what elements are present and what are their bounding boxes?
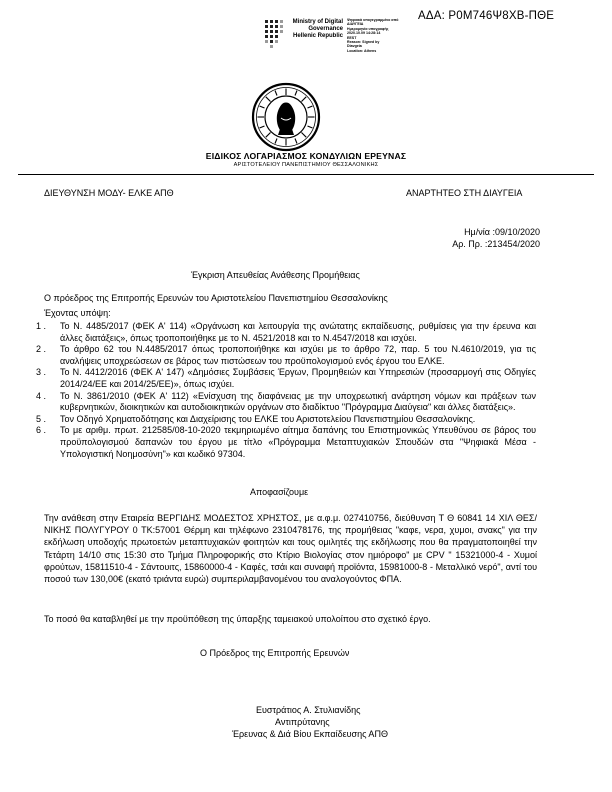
signature-details-line: Ψηφιακά υπογεγραμμένο από bbox=[347, 18, 399, 22]
legal-references-list bbox=[36, 321, 536, 460]
signature-details-line: Ημερομηνία υπογραφής bbox=[347, 26, 389, 31]
document-date: Ημ/νία :09/10/2020 bbox=[464, 227, 540, 237]
decision-paragraph: Την ανάθεση στην Εταιρεία ΒΕΡΓΙΔΗΣ ΜΟΔΕΣΤΟΣ ΧΡΗΣΤΟΣ, με α.φ.μ. 027410756, διεύθυνση Τ Θ 60841 14 ΧΙΛ ΘΕΣ/ΝΙΚΗΣ ΠΟΛΥΓΥΡΟΥ 0 ΤΚ:57001 Θέρμη και τηλέφωνο 2310478176, της προμήθειας "καφε, νερα, χυμοι, σνακς" για την εκδήλωση υποδοχής πρωτοετών μεταπτυχιακών φοιτητών και τους ομιλητές της εκδήλωσης που θα πραγματοποιηθεί την Τετάρτη 14/10 στις 15:30 στο Τμήμα Πληροφορικής στο Κτίριο Βιολογίας στον ημιόροφο" με CPV " 15321000-4 - Χυμοί φρούτων, 15811510-4 - Σάντουιτς, 15860000-4 - Καφές, τσάι και συναφή προϊόντα, 15981000-8 - Μεταλλικό νερό", αντί του ποσού των 130,00€ (εκατό τριάντα ευρώ) συμπεριλαμβανομένου του αναλογούντος ΦΠΑ. bbox=[44, 513, 537, 585]
list-item bbox=[36, 367, 536, 390]
list-item-number: 2 . bbox=[36, 344, 47, 355]
list-item-number: 3 . bbox=[36, 367, 47, 378]
list-item-number: 1 . bbox=[36, 321, 47, 331]
list-item bbox=[36, 391, 536, 414]
signature-details-line: Location: Athens bbox=[347, 48, 377, 53]
department-label: ΔΙΕΥΘΥΝΣΗ ΜΟΔΥ- ΕΛΚΕ ΑΠΘ bbox=[44, 188, 174, 198]
considering-label: Έχοντας υπόψη: bbox=[44, 308, 111, 318]
signature-details-line: 2020.10.09 14:28:14 bbox=[347, 31, 381, 36]
list-item-text: Το άρθρο 62 του Ν.4485/2017 όπως τροποποιήθηκε και ισχύει με το άρθρο 72, παρ. 5 του Ν.4610/2019, για τις αναλήψεις υποχρεώσεων σε βάρος των πιστώσεων του προϋπολογισμού ενός έργου του ΕΛΚΕ. bbox=[60, 344, 536, 366]
signatory-name: Ευστράτιος Α. Στυλιανίδης bbox=[256, 705, 361, 715]
signatory-department: Έρευνας & Διά Βίου Εκπαίδευσης ΑΠΘ bbox=[232, 729, 388, 739]
organisation-subtitle: ΑΡΙΣΤΟΤΕΛΕΙΟΥ ΠΑΝΕΠΙΣΤΗΜΙΟΥ ΘΕΣΣΑΛΟΝΙΚΗΣ bbox=[233, 162, 379, 168]
document-subject: Έγκριση Απευθείας Ανάθεσης Προμήθειας bbox=[191, 270, 360, 280]
ministry-caption-line: Ministry of Digital bbox=[292, 19, 343, 25]
posting-label: ΑΝΑΡΤΗΤΕΟ ΣΤΗ ΔΙΑΥΓΕΙΑ bbox=[406, 188, 523, 198]
signature-details-line: Diavgeia bbox=[347, 44, 362, 49]
ada-code: ΑΔΑ: Ρ0Μ746Ψ8ΧΒ-ΠΘΕ bbox=[418, 10, 555, 22]
decision-heading: Αποφασίζουμε bbox=[250, 487, 309, 497]
signature-details-line: ΔΙΑΥΓΕΙΑ bbox=[347, 22, 364, 27]
intro-line: Ο πρόεδρος της Επιτροπής Ερευνών του Αριστοτελείου Πανεπιστημίου Θεσσαλονίκης bbox=[44, 293, 388, 303]
list-item-number: 5 . bbox=[36, 413, 47, 424]
list-item-number: 6 . bbox=[36, 425, 47, 436]
payment-note: Το ποσό θα καταβληθεί με την προϋπόθεση της ύπαρξης ταμειακού υπολοίπου στο σχετικό έργο. bbox=[44, 614, 431, 624]
signature-details bbox=[347, 18, 409, 53]
list-item bbox=[36, 414, 536, 426]
ministry-caption-line: Hellenic Republic bbox=[292, 33, 343, 39]
protocol-number: Αρ. Πρ. :213454/2020 bbox=[452, 239, 540, 249]
header-divider bbox=[18, 174, 594, 175]
ministry-caption-line: Governance bbox=[308, 26, 343, 32]
organisation-name: ΕΙΔΙΚΟΣ ΛΟΓΑΡΙΑΣΜΟΣ ΚΟΝΔΥΛΙΩΝ ΕΡΕΥΝΑΣ bbox=[205, 151, 407, 161]
list-item-text: Το Ν. 3861/2010 (ΦΕΚ Α' 112) «Ενίσχυση της διαφάνειας με την υποχρεωτική ανάρτηση νόμων και πράξεων των κυβερνητικών, διοικητικών και αυτοδιοικητικών οργάνων στο διαδίκτυο "Πρόγραμμα Διαύγεια" και άλλες διατάξεις». bbox=[60, 390, 536, 413]
signatory-role: Ο Πρόεδρος της Επιτροπής Ερευνών bbox=[200, 648, 350, 658]
list-item-text: Το με αριθμ. πρωτ. 212585/08-10-2020 τεκμηριωμένο αίτημα δαπάνης του Επιστημονικώς Υπευθύνου σε βάρος του προϋπολογισμού δαπανών του έργου με τίτλο «Πρόγραμμα Μεταπτυχιακών Σπουδών στα "Ψηφιακά Μέσα - Υπολογιστική Νοημοσύνη"» και κωδικό 97304. bbox=[60, 425, 536, 459]
list-item-text: Τον Οδηγό Χρηματοδότησης και Διαχείρισης του ΕΛΚΕ του Αριστοτελείου Πανεπιστημίου Θεσσαλονίκης. bbox=[60, 413, 476, 424]
list-item bbox=[36, 321, 536, 344]
signatory-title: Αντιπρύτανης bbox=[275, 717, 330, 727]
list-item-text: Το Ν. 4485/2017 (ΦΕΚ Α' 114) «Οργάνωση και λειτουργία της ανώτατης εκπαίδευσης, ρυθμίσεις για την έρευνα και άλλες διατάξεις», όπως τροποποιήθηκε με το Ν. 4521/2018 και το Ν.4547/2018 και ισχύει. bbox=[60, 321, 536, 343]
list-item-number: 4 . bbox=[36, 390, 47, 401]
signature-details-line: EEST bbox=[347, 35, 357, 40]
ministry-caption bbox=[291, 19, 343, 40]
list-item-text: Το Ν. 4412/2016 (ΦΕΚ Α' 147) «Δημόσιες Συμβάσεις Έργων, Προμηθειών και Υπηρεσιών (προσαρμογή στις Οδηγίες 2014/24/ΕΕ και 2014/25/ΕΕ)», όπως ισχύει. bbox=[60, 367, 536, 389]
list-item bbox=[36, 344, 536, 367]
signature-details-line: Reason: Signed by bbox=[347, 40, 380, 45]
university-seal-icon bbox=[251, 82, 321, 152]
list-item bbox=[36, 425, 536, 460]
